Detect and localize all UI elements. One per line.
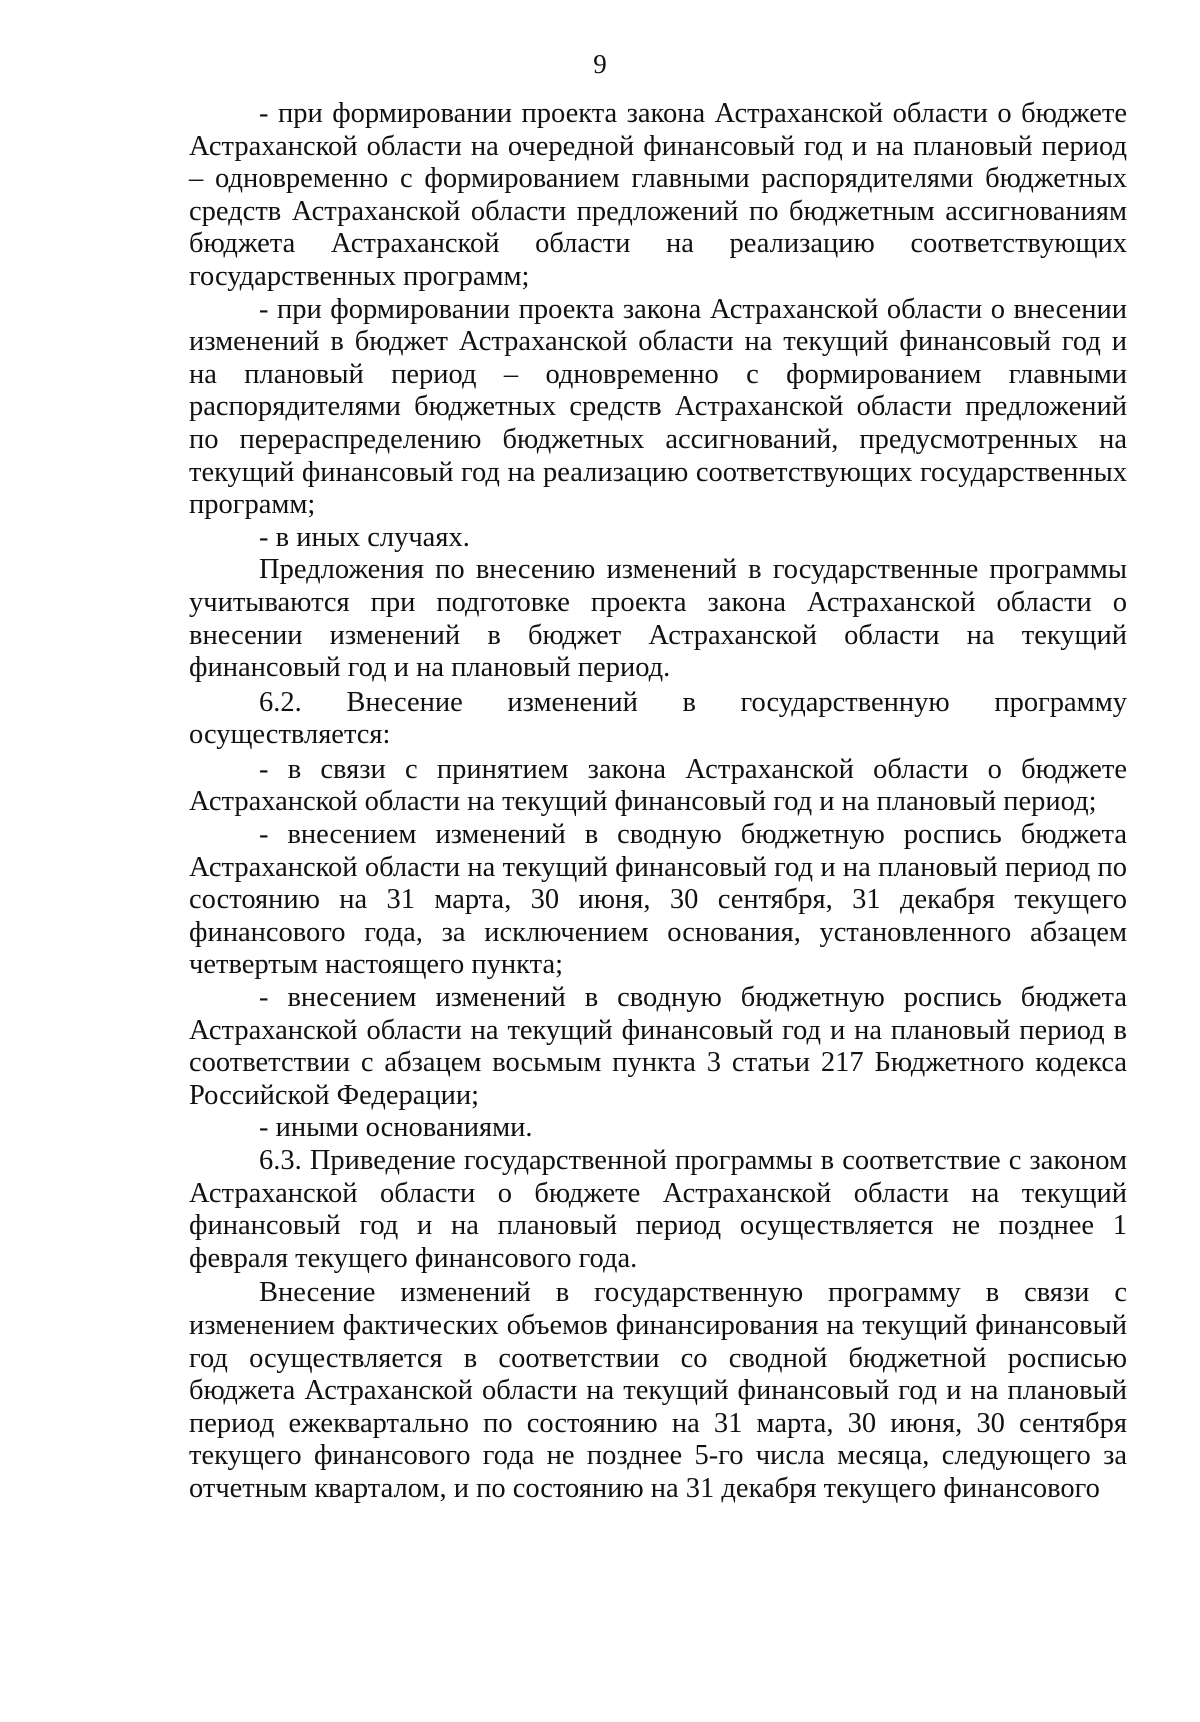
paragraph-section-6-3: 6.3. Приведение государственной программы в соответствие с законом Астраханской области о бюджете Астраханской области на текущий финансовый год и на плановый период осуществляется не позднее 1 февраля текущего финансового года. <box>189 1145 1127 1274</box>
paragraph-bullet-other-grounds: - иными основаниями. <box>259 1112 533 1144</box>
paragraph-section-6-2: 6.2. Внесение изменений в государственную программу осуществляется: <box>189 686 1127 751</box>
paragraph-bullet-budget-amendment: - при формировании проекта закона Астраханской области о внесении изменений в бюджет Астраханской области на текущий финансовый год и на плановый период – одновременно с формированием главными распорядителями бюджетных средств Астраханской области предложений по перераспределению бюджетных ассигнований, предусмотренных на текущий финансовый год на реализацию соответствующих государственных программ; <box>189 293 1127 521</box>
paragraph-bullet-other-cases: - в иных случаях. <box>259 521 470 553</box>
paragraph-proposals: Предложения по внесению изменений в государственные программы учитываются при подготовке проекта закона Астраханской области о внесении изменений в бюджет Астраханской области на текущий финансовый год и на плановый период. <box>189 554 1127 684</box>
paragraph-bullet-consolidated-list-dates: - внесением изменений в сводную бюджетную роспись бюджета Астраханской области на текущий финансовый год и на плановый период по состоянию на 31 марта, 30 июня, 30 сентября, 31 декабря текущего финансового года, за исключением основания, установленного абзацем четвертым настоящего пункта; <box>189 819 1127 981</box>
paragraph-quarterly-changes: Внесение изменений в государственную программу в связи с изменением фактических объемов финансирования на текущий финансовый год осуществляется в соответствии со сводной бюджетной росписью бюджета Астраханской области на текущий финансовый год и на плановый период ежеквартально по состоянию на 31 марта, 30 июня, 30 сентября текущего финансового года не позднее 5-го числа месяца, следующего за отчетным кварталом, и по состоянию на 31 декабря текущего финансового <box>189 1277 1127 1504</box>
paragraph-bullet-budget-draft: - при формировании проекта закона Астраханской области о бюджете Астраханской области на очередной финансовый год и на плановый период – одновременно с формированием главными распорядителями бюджетных средств Астраханской области предложений по бюджетным ассигнованиям бюджета Астраханской области на реализацию соответствующих государственных программ; <box>189 98 1127 292</box>
paragraph-bullet-budget-code: - внесением изменений в сводную бюджетную роспись бюджета Астраханской области на текущий финансовый год и на плановый период в соответствии с абзацем восьмым пункта 3 статьи 217 Бюджетного кодекса Российской Федерации; <box>189 982 1127 1111</box>
paragraph-bullet-law-adoption: - в связи с принятием закона Астраханской области о бюджете Астраханской области на текущий финансовый год и на плановый период; <box>189 753 1127 818</box>
page-number: 9 <box>593 49 607 79</box>
document-body <box>189 98 1127 1506</box>
